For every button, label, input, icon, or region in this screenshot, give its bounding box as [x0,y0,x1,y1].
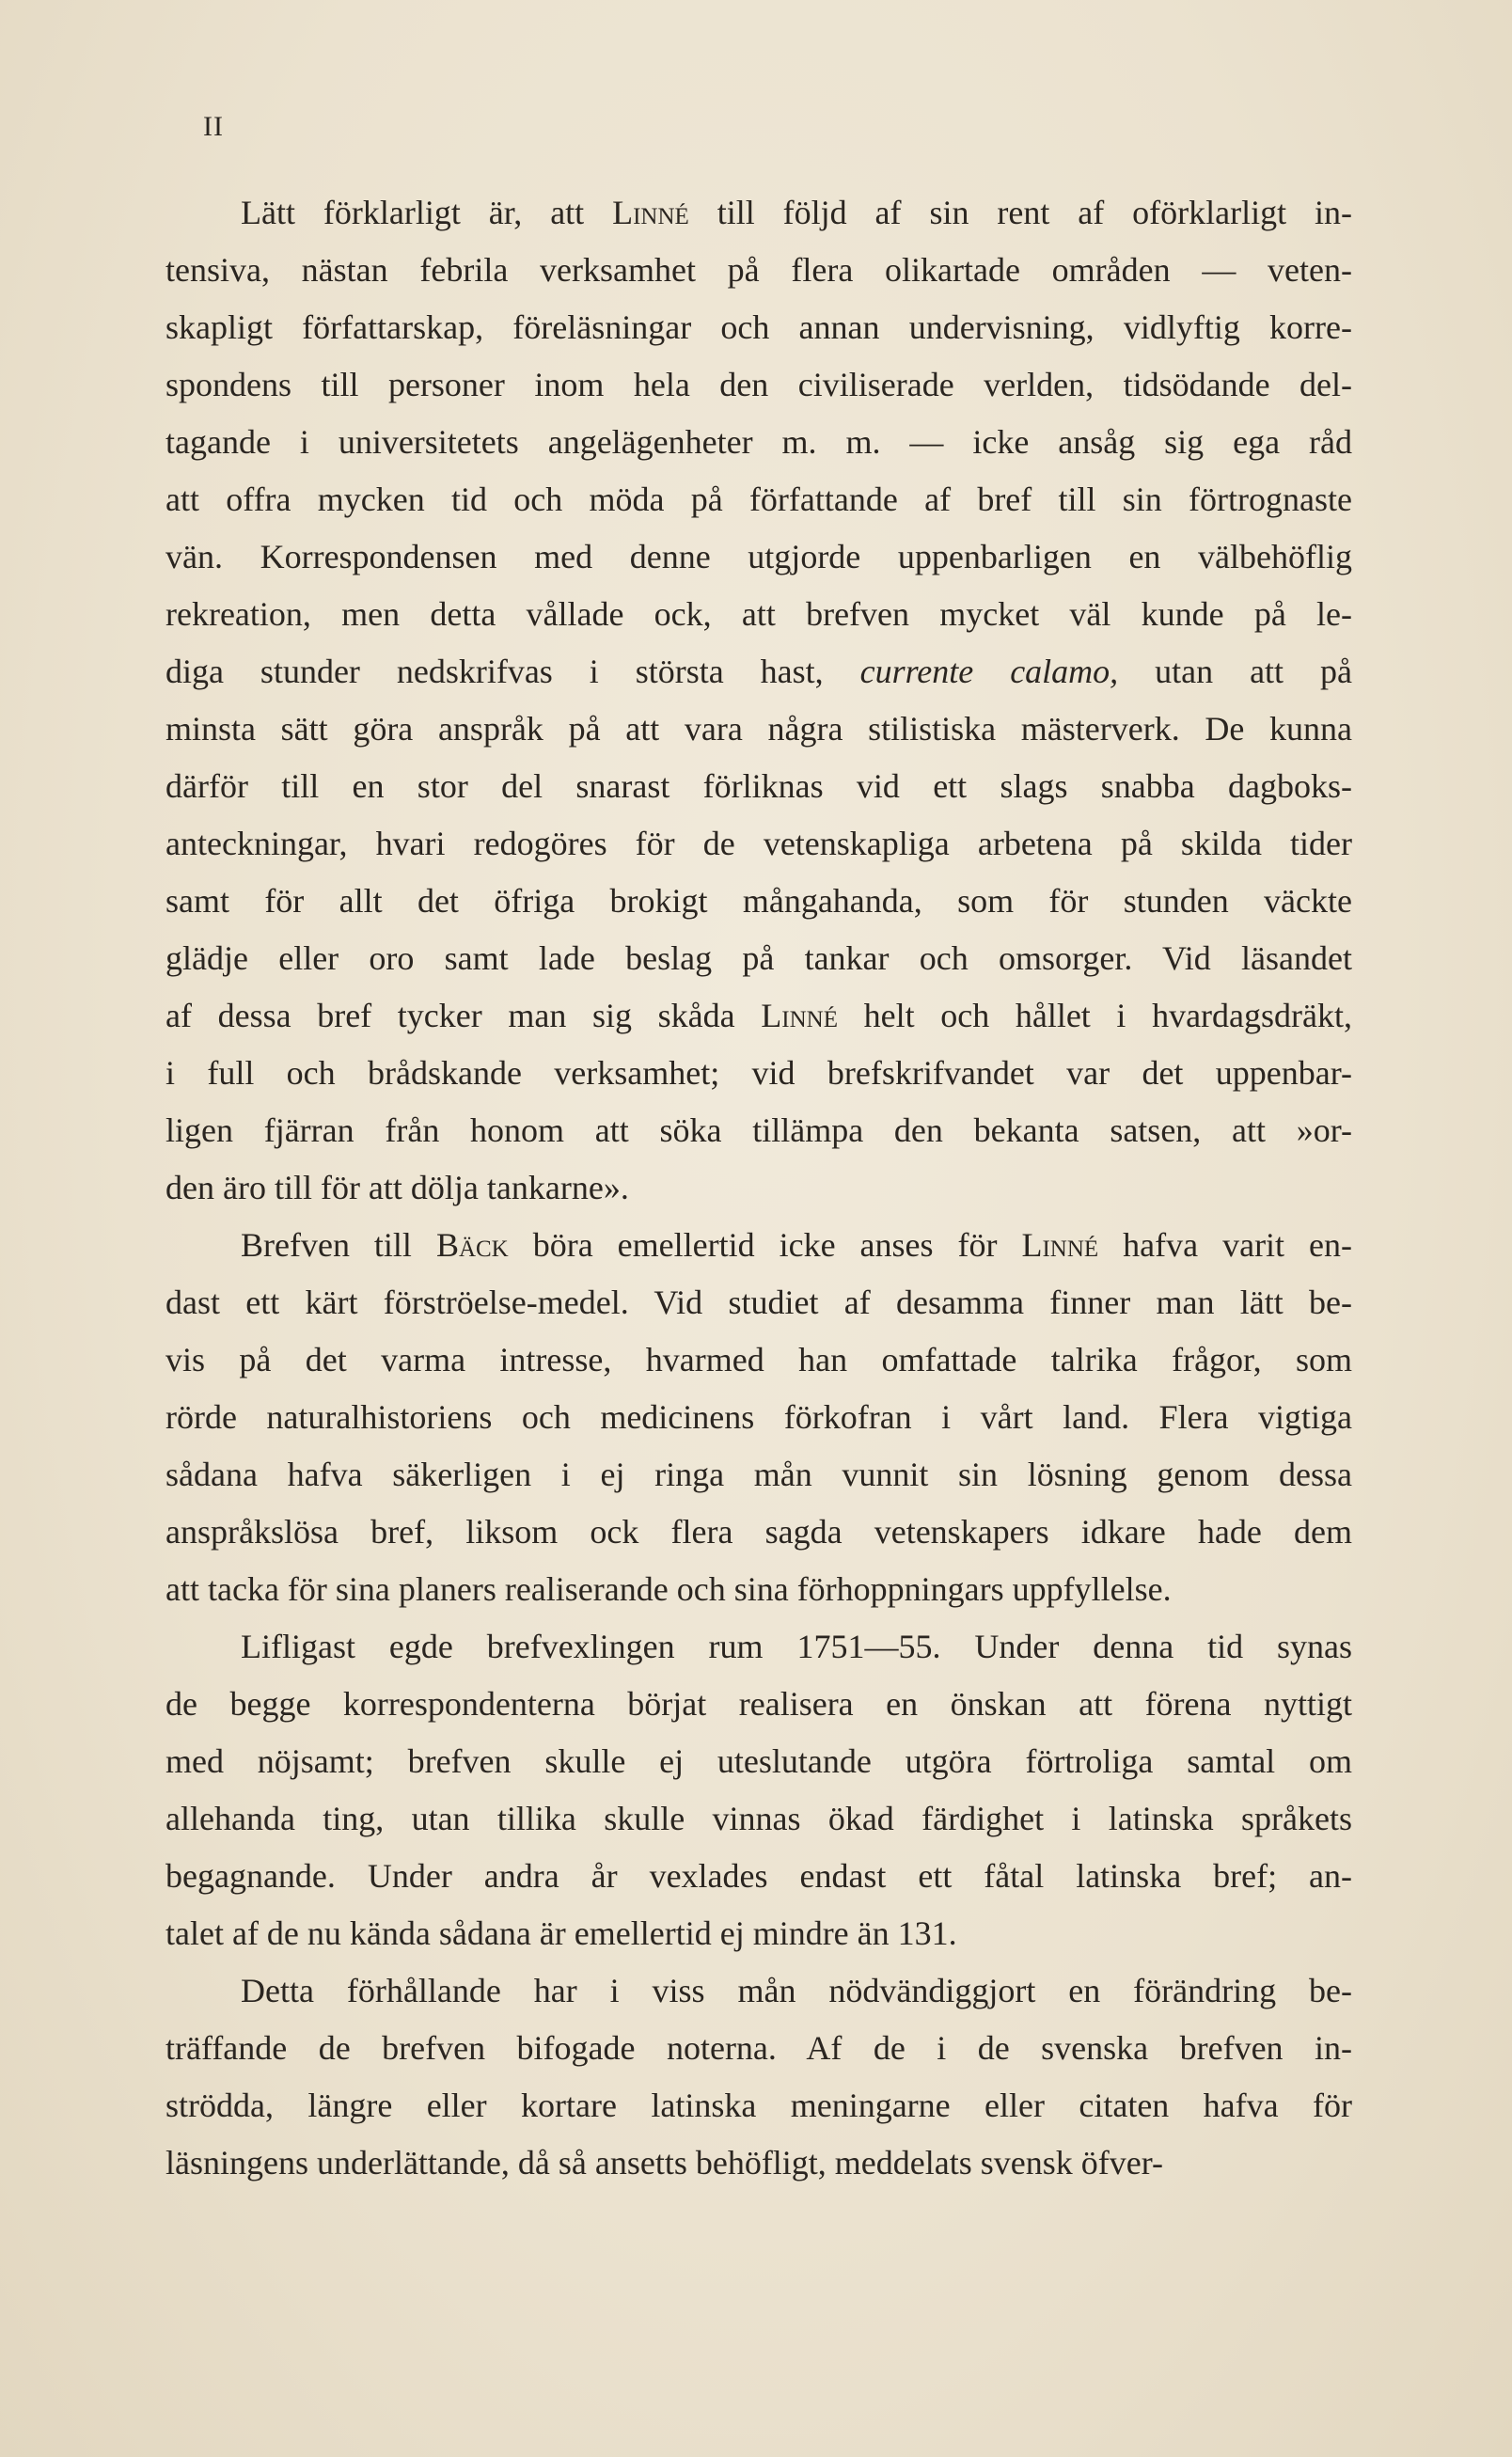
text-line [165,528,1352,586]
text-run: skapligt författarskap, föreläsningar och annan undervisning, vidlyftig korre- [165,308,1352,346]
text-run: Brefven till [241,1226,436,1264]
text-run: Lifligast egde brefvexlingen rum 1751—55. Under denna tid synas [241,1628,1352,1665]
text-line [165,643,1352,701]
text-run: strödda, längre eller kortare latinska meningarne eller citaten hafva för [165,2087,1352,2124]
text-run: helt och hållet i hvardagsdräkt, [837,997,1352,1034]
text-line [165,2020,1352,2077]
text-run: att tacka för sina planers realiserande och sina förhoppningars uppfyllelse. [165,1570,1172,1608]
text-line [165,1446,1352,1504]
text-run: den äro till för att dölja tankarne». [165,1169,629,1206]
text-run: samt för allt det öfriga brokigt mångahanda, som för stunden väckte [165,882,1352,920]
text-line [165,1045,1352,1102]
body-text [165,184,1352,2192]
text-run: Lätt förklarligt är, att [241,194,613,231]
text-line [165,701,1352,758]
text-run: anspråkslösa bref, liksom ock flera sagda vetenskapers idkare hade dem [165,1513,1352,1551]
text-line [165,356,1352,414]
text-line [165,815,1352,873]
text-run: i full och brådskande verksamhet; vid brefskrifvandet var det uppenbar- [165,1054,1352,1092]
name-small-caps: Bäck [435,1226,509,1264]
name-small-caps: Linné [1021,1226,1099,1264]
text-line [165,184,1352,242]
text-run: talet af de nu kända sådana är emellertid ej mindre än 131. [165,1914,957,1952]
text-run: af dessa bref tycker man sig skåda [165,997,762,1034]
paragraph [165,1962,1352,2192]
text-line [165,1733,1352,1790]
paragraph [165,1618,1352,1962]
text-line [165,299,1352,356]
text-line [165,471,1352,528]
name-small-caps: Linné [612,194,689,231]
text-line [165,1561,1352,1618]
text-run: utan att på [1118,653,1352,690]
text-line [165,1159,1352,1217]
italic-phrase: currente calamo, [859,653,1119,690]
text-line [165,1504,1352,1561]
text-line [165,1790,1352,1848]
text-line [165,1331,1352,1389]
text-run: till följd af sin rent af oförklarligt in- [688,194,1353,231]
text-run: begagnande. Under andra år vexlades endast ett fåtal latinska bref; an- [165,1857,1352,1895]
text-run: läsningens underlättande, då så ansetts behöfligt, meddelats svensk öfver- [165,2144,1163,2181]
text-line [165,2077,1352,2134]
text-run: rekreation, men detta vållade ock, att brefven mycket väl kunde på le- [165,595,1352,633]
text-line [165,1102,1352,1159]
text-line [165,1618,1352,1676]
text-run: därför till en stor del snarast förliknas vid ett slags snabba dagboks- [165,767,1352,805]
text-run: hafva varit en- [1098,1226,1353,1264]
text-line [165,1905,1352,1962]
text-run: dast ett kärt förströelse-medel. Vid studiet af desamma finner man lätt be- [165,1284,1352,1321]
text-run: med nöjsamt; brefven skulle ej uteslutande utgöra förtroliga samtal om [165,1742,1352,1780]
text-line [165,586,1352,643]
text-run: diga stunder nedskrifvas i största hast, [165,653,860,690]
text-run: sådana hafva säkerligen i ej ringa mån vunnit sin lösning genom dessa [165,1456,1352,1493]
text-line [165,758,1352,815]
text-run: Detta förhållande har i viss mån nödvändiggjort en förändring be- [241,1972,1352,2009]
name-small-caps: Linné [761,997,838,1034]
text-run: ligen fjärran från honom att söka tillämpa den bekanta satsen, att »or- [165,1111,1352,1149]
text-line [165,873,1352,930]
text-line [165,987,1352,1045]
text-line [165,1676,1352,1733]
text-line [165,1389,1352,1446]
text-line [165,1848,1352,1905]
paragraph [165,1217,1352,1618]
text-line [165,242,1352,299]
text-run: tensiva, nästan febrila verksamhet på flera olikartade områden — veten- [165,251,1352,289]
text-run: minsta sätt göra anspråk på att vara några stilistiska mästerverk. De kunna [165,710,1352,748]
text-line [165,1274,1352,1331]
text-run: glädje eller oro samt lade beslag på tankar och omsorger. Vid läsandet [165,939,1352,977]
text-line [165,1217,1352,1274]
text-run: att offra mycken tid och möda på författande af bref till sin förtrognaste [165,480,1352,518]
text-run: vis på det varma intresse, hvarmed han omfattade talrika frågor, som [165,1341,1352,1378]
text-run: rörde naturalhistoriens och medicinens förkofran i vårt land. Flera vigtiga [165,1398,1352,1436]
text-line [165,414,1352,471]
text-run: tagande i universitetets angelägenheter m. m. — icke ansåg sig ega råd [165,423,1352,461]
text-run: vän. Korrespondensen med denne utgjorde uppenbarligen en välbehöflig [165,538,1352,575]
text-run: träffande de brefven bifogade noterna. Af de i de svenska brefven in- [165,2029,1352,2067]
page-number: II [203,111,224,142]
text-line [165,1962,1352,2020]
text-line [165,2134,1352,2192]
text-run: anteckningar, hvari redogöres för de vetenskapliga arbetena på skilda tider [165,825,1352,862]
text-run: böra emellertid icke anses för [508,1226,1022,1264]
text-run: allehanda ting, utan tillika skulle vinnas ökad färdighet i latinska språkets [165,1800,1352,1837]
text-line [165,930,1352,987]
paragraph [165,184,1352,1217]
text-run: spondens till personer inom hela den civiliserade verlden, tidsödande del- [165,366,1352,403]
text-run: de begge korrespondenterna börjat realisera en önskan att förena nyttigt [165,1685,1352,1723]
